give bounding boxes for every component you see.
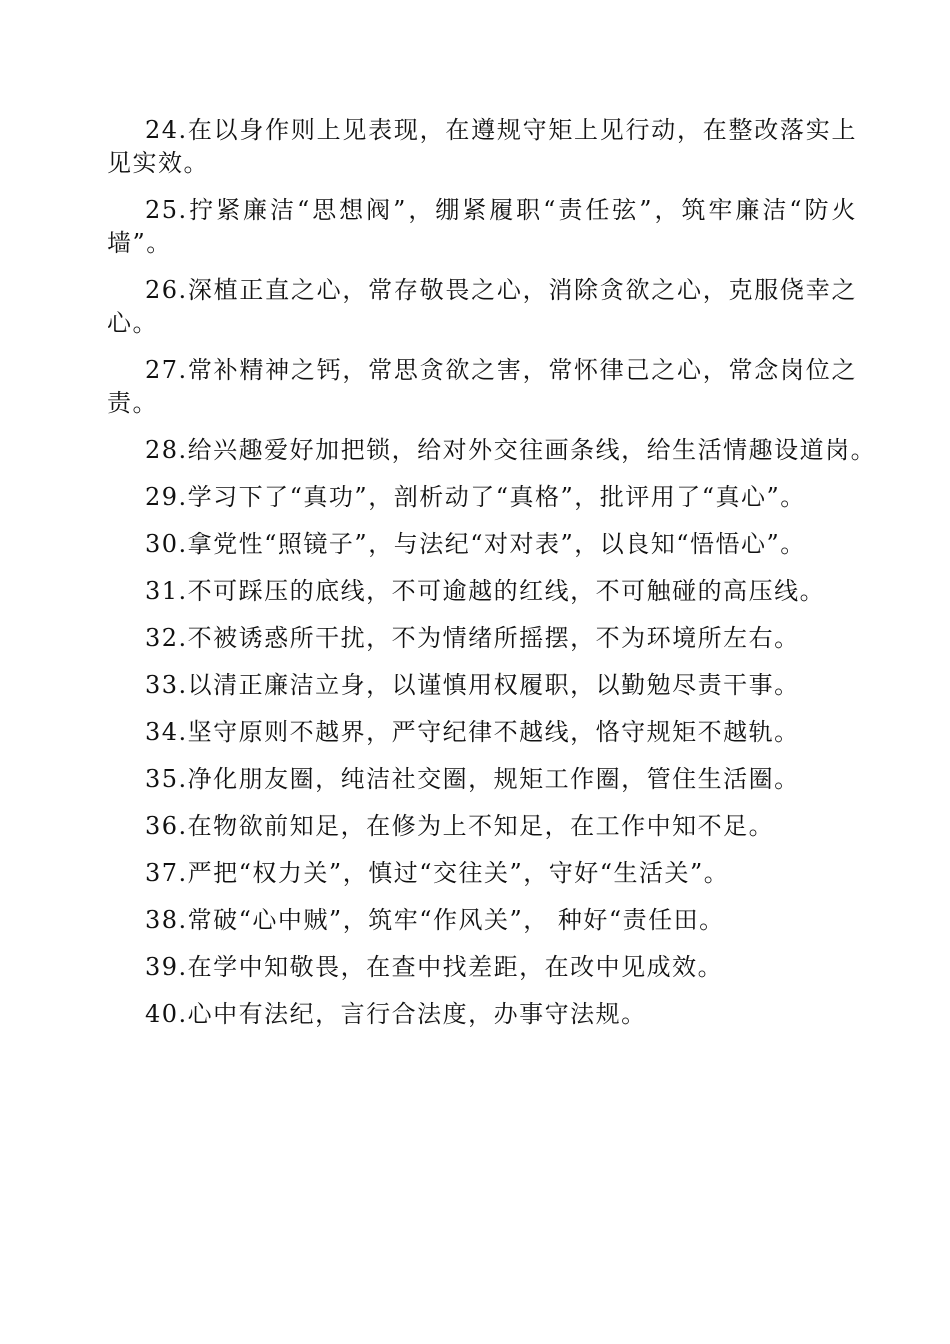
list-item-25: 25.拧紧廉洁“思想阀”，绷紧履职“责任弦”，筑牢廉洁“防火墙”。 [107, 196, 857, 257]
list-item-39: 39.在学中知敬畏，在查中找差距，在改中见成效。 [145, 953, 724, 981]
list-item-35: 35.净化朋友圈，纯洁社交圈，规矩工作圈，管住生活圈。 [145, 765, 800, 793]
list-item-27: 27.常补精神之钙，常思贪欲之害，常怀律己之心，常念岗位之责。 [107, 356, 857, 417]
list-item-29: 29.学习下了“真功”，剖析动了“真格”，批评用了“真心”。 [145, 483, 806, 511]
document-body [107, 114, 877, 1045]
list-item-28: 28.给兴趣爱好加把锁，给对外交往画条线，给生活情趣设道岗。 [145, 436, 877, 464]
list-item-31: 31.不可踩压的底线，不可逾越的红线，不可触碰的高压线。 [145, 577, 826, 605]
list-item-30: 30.拿党性“照镜子”，与法纪“对对表”，以良知“悟悟心”。 [145, 530, 806, 558]
list-item-40: 40.心中有法纪，言行合法度，办事守法规。 [145, 1000, 647, 1028]
list-item-33: 33.以清正廉洁立身，以谨慎用权履职，以勤勉尽责干事。 [145, 671, 800, 699]
list-item-26: 26.深植正直之心，常存敬畏之心，消除贪欲之心，克服侥幸之心。 [107, 276, 857, 337]
list-item-38: 38.常破“心中贼”，筑牢“作风关”， 种好“责任田。 [145, 906, 725, 934]
list-item-37: 37.严把“权力关”，慎过“交往关”，守好“生活关”。 [145, 859, 730, 887]
list-item-32: 32.不被诱惑所干扰，不为情绪所摇摆，不为环境所左右。 [145, 624, 800, 652]
list-item-24: 24.在以身作则上见表现，在遵规守矩上见行动，在整改落实上见实效。 [107, 116, 857, 177]
list-item-36: 36.在物欲前知足，在修为上不知足，在工作中知不足。 [145, 812, 775, 840]
list-item-34: 34.坚守原则不越界，严守纪律不越线，恪守规矩不越轨。 [145, 718, 800, 746]
